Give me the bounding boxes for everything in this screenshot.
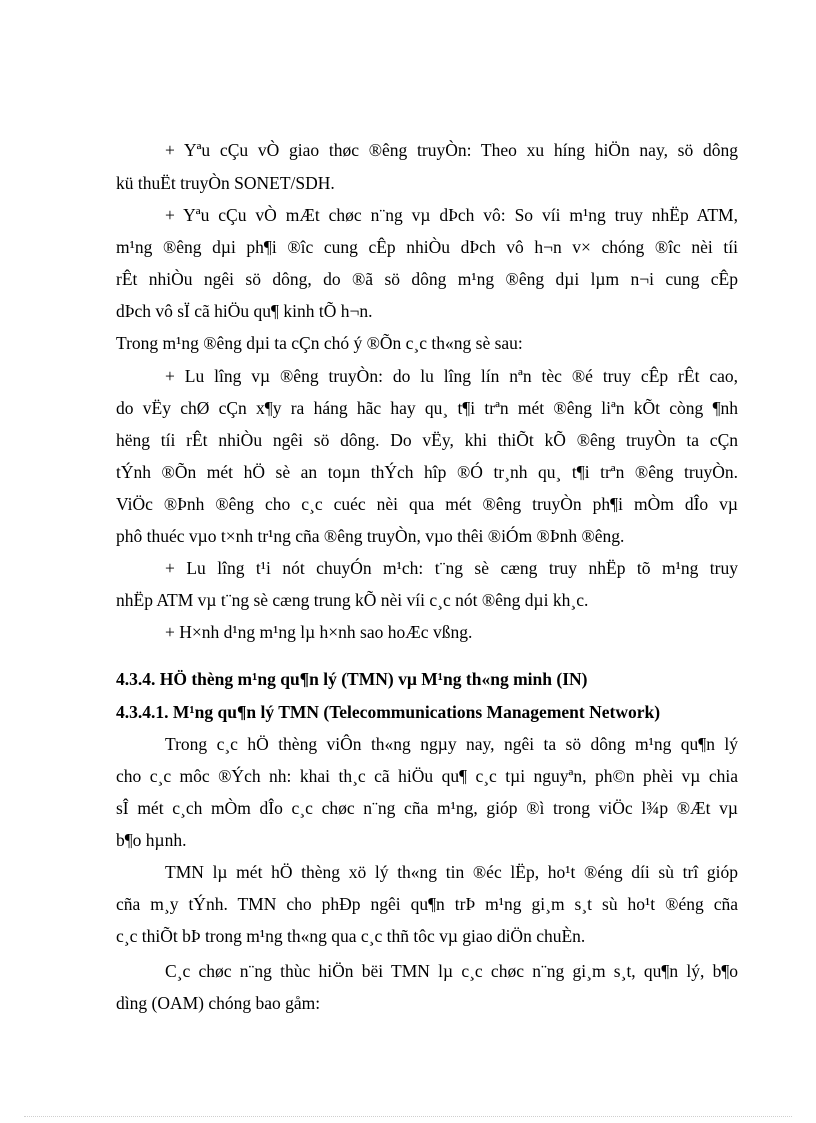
text-line: hëng tíi rÊt nhiÒu ngêi sö dông. Do vËy, khi thiÕt kÕ ®êng truyÒn ta cÇn	[116, 430, 738, 450]
text-line: Trong m¹ng ®êng dµi ta cÇn chó ý ®Õn c¸c th«ng sè sau:	[116, 333, 523, 353]
text-line: b¶o hµnh.	[116, 830, 187, 850]
text-line: dìng (OAM) chóng bao gåm:	[116, 993, 321, 1013]
text-line: C¸c chøc n¨ng thùc hiÖn bëi TMN lµ c¸c chøc n¨ng gi¸m s¸t, qu¶n lý, b¶o	[165, 961, 738, 981]
text-line: cña m¸y tÝnh. TMN cho phÐp ngêi qu¶n trÞ m¹ng gi¸m s¸t sù ho¹t ®éng cña	[116, 894, 738, 914]
text-line: + Yªu cÇu vÒ giao thøc ®êng truyÒn: Theo xu híng hiÖn nay, sö dông	[165, 140, 738, 160]
text-line: do vËy chØ cÇn x¶y ra háng hãc hay qu¸ t¶i trªn mét ®êng liªn kÕt còng ¶nh	[116, 398, 738, 418]
subsection-heading: 4.3.4.1. M¹ng qu¶n lý TMN (Telecommunications Management Network)	[116, 702, 661, 722]
section-heading: 4.3.4. HÖ thèng m¹ng qu¶n lý (TMN) vµ M¹ng th«ng minh (IN)	[116, 669, 588, 689]
text-line: + Lu lîng t¹i nót chuyÓn m¹ch: t¨ng sè cæng truy nhËp tõ m¹ng truy	[165, 558, 738, 578]
text-line: nhËp ATM vµ t¨ng sè cæng trung kÕ nèi víi c¸c nót ®êng dµi kh¸c.	[116, 590, 589, 610]
text-line: kü thuËt truyÒn SONET/SDH.	[116, 173, 335, 193]
text-line: tÝnh ®Õn mét hÖ sè an toµn thÝch hîp ®Ó tr¸nh qu¸ t¶i trªn ®êng truyÒn.	[116, 462, 738, 482]
text-line: + Yªu cÇu vÒ mÆt chøc n¨ng vµ dÞch vô: So víi m¹ng truy nhËp ATM,	[165, 205, 738, 225]
text-line: phô thuéc vµo t×nh tr¹ng cña ®êng truyÒn, vµo thêi ®iÓm ®Þnh ®êng.	[116, 526, 625, 546]
text-line: m¹ng ®êng dµi ph¶i ®îc cung cÊp nhiÒu dÞch vô h¬n v× chóng ®îc nèi tíi	[116, 237, 738, 257]
text-line: cho c¸c môc ®Ých nh: khai th¸c cã hiÖu qu¶ c¸c tµi nguyªn, ph©n phèi vµ chia	[116, 766, 738, 786]
text-line: rÊt nhiÒu ngêi sö dông, do ®ã sö dông m¹ng ®êng dµi lµm n¬i cung cÊp	[116, 269, 738, 289]
text-line: + Lu lîng vµ ®êng truyÒn: do lu lîng lín nªn tèc ®é truy cÊp rÊt cao,	[165, 366, 738, 386]
text-line: dÞch vô sÏ cã hiÖu qu¶ kinh tÕ h¬n.	[116, 301, 373, 321]
text-line: ViÖc ®Þnh ®êng cho c¸c cuéc nèi qua mét ®êng truyÒn ph¶i mÒm dÎo vµ	[116, 494, 738, 514]
text-line: sÎ mét c¸ch mÒm dÎo c¸c chøc n¨ng cña m¹ng, gióp ®ì trong viÖc l¾p ®Æt vµ	[116, 798, 738, 818]
text-line: + H×nh d¹ng m¹ng lµ h×nh sao hoÆc vßng.	[165, 622, 473, 642]
page-bottom-rule	[24, 1116, 792, 1117]
text-line: TMN lµ mét hÖ thèng xö lý th«ng tin ®éc lËp, ho¹t ®éng díi sù trî gióp	[165, 862, 738, 882]
text-line: Trong c¸c hÖ thèng viÔn th«ng ngµy nay, ngêi ta sö dông m¹ng qu¶n lý	[165, 734, 738, 754]
text-line: c¸c thiÕt bÞ trong m¹ng th«ng qua c¸c thñ tôc vµ giao diÖn chuÈn.	[116, 926, 586, 946]
